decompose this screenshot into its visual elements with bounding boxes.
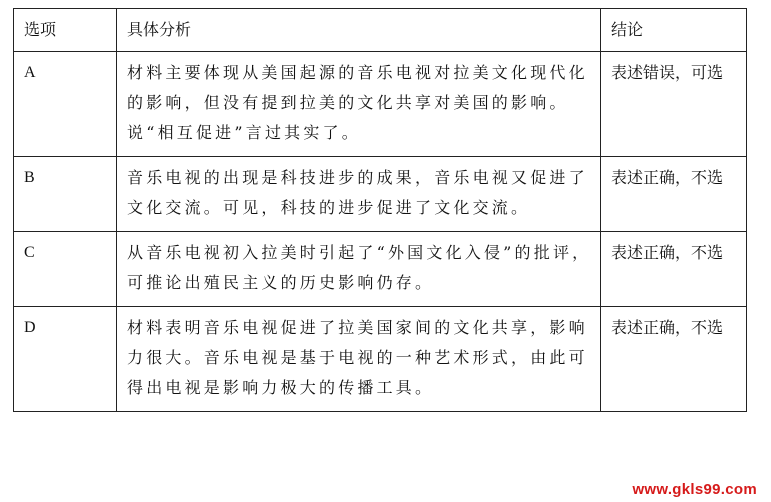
table-header-row xyxy=(14,9,747,52)
analysis-table xyxy=(13,8,747,412)
row-option: C xyxy=(14,232,117,307)
row-analysis: 音乐电视的出现是科技进步的成果，音乐电视又促进了文化交流。可见，科技的进步促进了文化交流。 xyxy=(117,157,601,232)
watermark: www.gkls99.com xyxy=(632,481,757,498)
table-row xyxy=(14,232,747,307)
row-option: D xyxy=(14,307,117,412)
row-conclusion: 表述错误，可选 xyxy=(601,52,747,157)
row-analysis: 材料表明音乐电视促进了拉美国家间的文化共享，影响力很大。音乐电视是基于电视的一种艺术形式，由此可得出电视是影响力极大的传播工具。 xyxy=(117,307,601,412)
table-row xyxy=(14,52,747,157)
table-row xyxy=(14,157,747,232)
row-analysis: 材料主要体现从美国起源的音乐电视对拉美文化现代化的影响，但没有提到拉美的文化共享对美国的影响。说“相互促进”言过其实了。 xyxy=(117,52,601,157)
row-option: B xyxy=(14,157,117,232)
header-analysis: 具体分析 xyxy=(117,9,601,52)
row-analysis: 从音乐电视初入拉美时引起了“外国文化入侵”的批评，可推论出殖民主义的历史影响仍存。 xyxy=(117,232,601,307)
row-conclusion: 表述正确，不选 xyxy=(601,157,747,232)
header-option: 选项 xyxy=(14,9,117,52)
header-conclusion: 结论 xyxy=(601,9,747,52)
row-option: A xyxy=(14,52,117,157)
row-conclusion: 表述正确，不选 xyxy=(601,232,747,307)
row-conclusion: 表述正确，不选 xyxy=(601,307,747,412)
table-row xyxy=(14,307,747,412)
